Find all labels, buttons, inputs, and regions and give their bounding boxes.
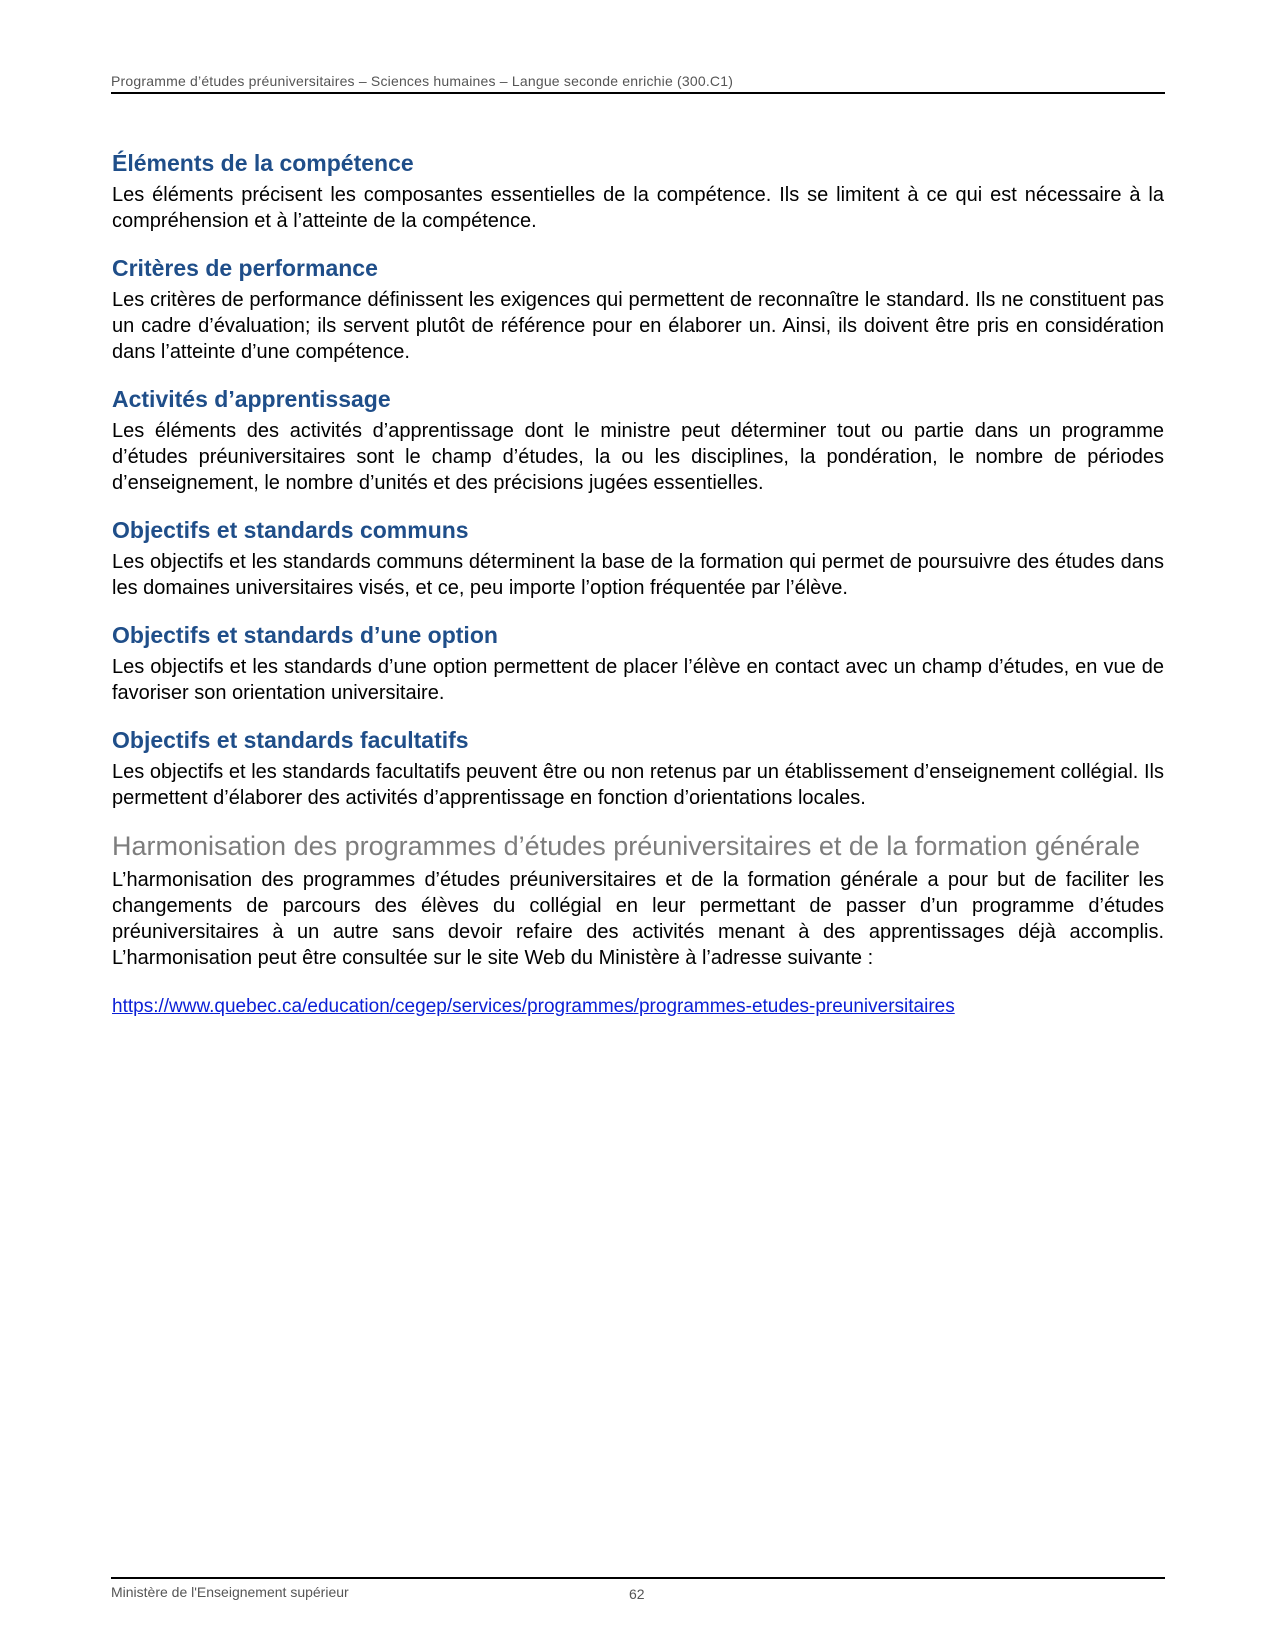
section-objectifs-communs — [112, 515, 1164, 601]
section-paragraph: Les objectifs et les standards d’une option permettent de placer l’élève en contact avec un champ d’études, en vue de favoriser son orientation universitaire. — [112, 656, 1164, 704]
page-content — [112, 148, 1164, 1019]
ministere-url-link[interactable]: https://www.quebec.ca/education/cegep/services/programmes/programmes-etudes-preuniversitaires — [112, 996, 955, 1017]
section-heading: Critères de performance — [112, 255, 378, 281]
section-paragraph: Les objectifs et les standards facultatifs peuvent être ou non retenus par un établissement d’enseignement collégial. Ils permettent d’élaborer des activités d’apprentissage en fonction d’orientations locales. — [112, 761, 1164, 809]
page-footer — [111, 1577, 1165, 1600]
document-title: Programme d’études préuniversitaires – Sciences humaines – Langue seconde enrichie (300.C1) — [111, 73, 734, 89]
section-heading: Objectifs et standards d’une option — [112, 622, 498, 648]
section-paragraph: Les éléments des activités d’apprentissage dont le ministre peut déterminer tout ou partie dans un programme d’études préuniversitaires sont le champ d’études, la ou les disciplines, la pondération, le nombre de périodes d’enseignement, le nombre d’unités et des précisions jugées essentielles. — [112, 420, 1164, 494]
footer-organization: Ministère de l'Enseignement supérieur — [111, 1584, 349, 1600]
section-heading: Objectifs et standards facultatifs — [112, 727, 469, 753]
page-number: 62 — [629, 1586, 645, 1602]
harmonisation-paragraph: L’harmonisation des programmes d’études préuniversitaires et de la formation générale a pour but de faciliter les changements de parcours des élèves du collégial en leur permettant de passer d’un programme d’études préuniversitaires à un autre sans devoir refaire des activités menant à des apprentissages déjà accomplis. L’harmonisation peut être consultée sur le site Web du Ministère à l’adresse suivante : — [112, 869, 1164, 969]
section-activites-apprentissage — [112, 384, 1164, 496]
section-paragraph: Les objectifs et les standards communs déterminent la base de la formation qui permet de poursuivre des études dans les domaines universitaires visés, et ce, peu importe l’option fréquentée par l’élève. — [112, 551, 1164, 599]
section-criteres-performance — [112, 253, 1164, 365]
section-objectifs-option — [112, 620, 1164, 706]
section-heading: Éléments de la compétence — [112, 150, 414, 176]
page-header — [111, 73, 1165, 94]
harmonisation-heading: Harmonisation des programmes d’études préuniversitaires et de la formation générale — [112, 831, 1141, 861]
section-objectifs-facultatifs — [112, 725, 1164, 811]
section-paragraph: Les critères de performance définissent les exigences qui permettent de reconnaître le standard. Ils ne constituent pas un cadre d’évaluation; ils servent plutôt de référence pour en élaborer un. Ainsi, ils doivent être pris en considération dans l’atteinte d’une compétence. — [112, 289, 1164, 363]
section-harmonisation — [112, 830, 1164, 1019]
section-heading: Activités d’apprentissage — [112, 386, 391, 412]
section-paragraph: Les éléments précisent les composantes essentielles de la compétence. Ils se limitent à ce qui est nécessaire à la compréhension et à l’atteinte de la compétence. — [112, 184, 1164, 232]
section-heading: Objectifs et standards communs — [112, 517, 469, 543]
section-elements-competence — [112, 148, 1164, 234]
link-paragraph — [112, 995, 1164, 1019]
